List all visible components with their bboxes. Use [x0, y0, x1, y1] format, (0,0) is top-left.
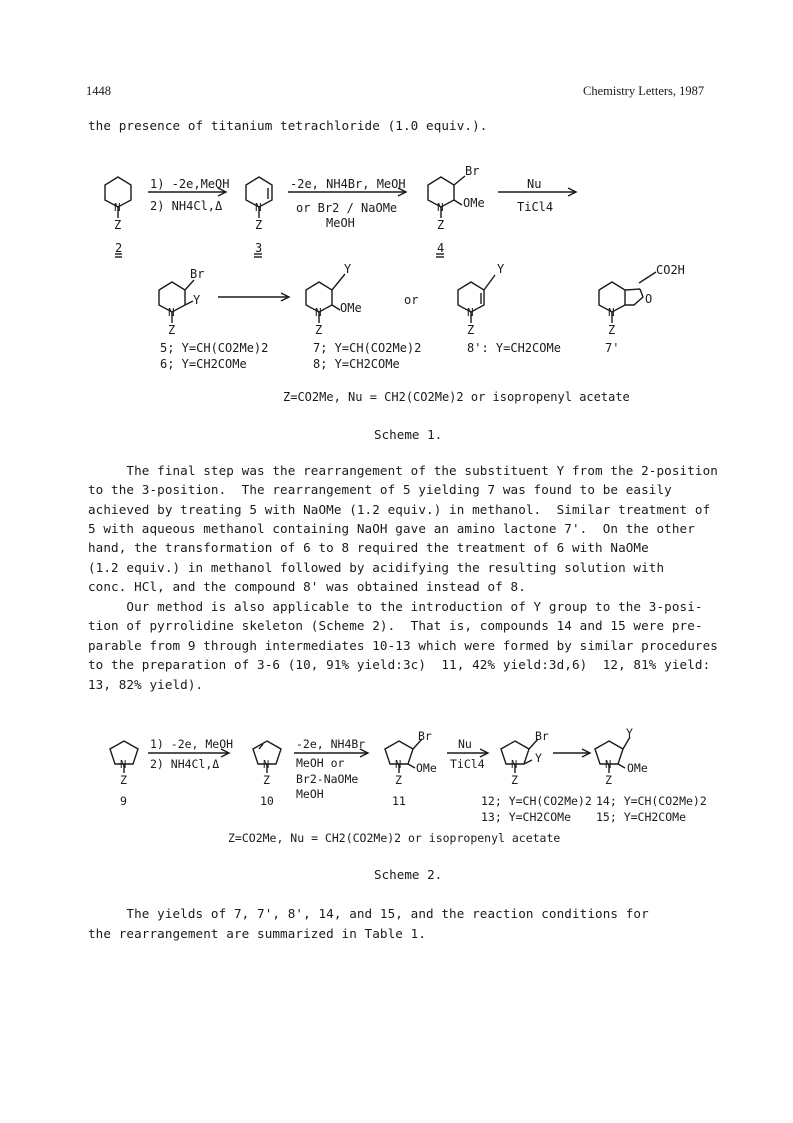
atom-z-8p: Z: [467, 323, 475, 337]
atom-n-11: N: [395, 759, 402, 771]
atom-n-7: N: [315, 306, 322, 319]
atom-z-12: Z: [511, 773, 518, 787]
sub-br-11: Br: [418, 729, 432, 743]
atom-z-4: Z: [437, 218, 445, 232]
sub-ome-7: OMe: [340, 301, 362, 315]
p2-line-3: parable from 9 through intermediates 10-13 which were formed by similar procedures: [88, 638, 718, 653]
atom-n-8p: N: [467, 306, 474, 319]
atom-n-9: N: [120, 759, 127, 771]
sub-ome-14: OMe: [627, 761, 648, 775]
atom-z-2: Z: [114, 218, 122, 232]
s2-step3-bottom: TiCl4: [450, 757, 485, 771]
atom-n-10: N: [263, 759, 270, 771]
sub-br-4: Br: [465, 164, 480, 178]
p2-line-2: tion of pyrrolidine skeleton (Scheme 2). That is, compounds 14 and 15 were pre-: [88, 618, 703, 633]
sub-y-5: Y: [193, 293, 201, 307]
sub-ome-4: OMe: [463, 196, 485, 210]
p1-line-3: achieved by treating 5 with NaOMe (1.2 equiv.) in methanol. Similar treatment of: [88, 502, 711, 517]
atom-n-14: N: [605, 759, 612, 771]
sub-o-lactone: O: [645, 292, 653, 306]
label-11: 11: [392, 794, 406, 808]
atom-n-4: N: [437, 201, 444, 214]
s1-step3-bottom: TiCl4: [517, 200, 554, 214]
p2-line-4: to the preparation of 3-6 (10, 91% yield:3c) 11, 42% yield:3d,6) 12, 81% yield:: [88, 657, 711, 672]
sub-ome-11: OMe: [416, 761, 437, 775]
cmp-7: 7; Y=CH(CO2Me)2: [313, 341, 422, 355]
s1-step1-bottom: 2) NH4Cl,Δ: [150, 199, 223, 213]
scheme2-footnote: Z=CO2Me, Nu = CH2(CO2Me)2 or isopropenyl acetate: [228, 831, 561, 845]
s2-step2-l2: MeOH or: [296, 756, 345, 770]
p3-line-2: the rearrangement are summarized in Table 1.: [88, 926, 427, 941]
label-10: 10: [260, 794, 274, 808]
p2-line-5: 13, 82% yield).: [88, 677, 204, 692]
page-number: 1448: [86, 84, 111, 98]
p1-line-5: hand, the transformation of 6 to 8 required the treatment of 6 with NaOMe: [88, 540, 649, 555]
label-2: 2: [115, 241, 123, 255]
s1-step2-top: -2e, NH4Br, MeOH: [290, 177, 406, 191]
cmp-6: 6; Y=CH2COMe: [160, 357, 247, 371]
s1-step2-mid: or Br2 / NaOMe: [296, 201, 398, 215]
s2-step2-l4: MeOH: [296, 787, 324, 801]
s1-step2-bot: MeOH: [326, 216, 355, 230]
label-7p: 7': [605, 341, 620, 355]
p1-line-4: 5 with aqueous methanol containing NaOH gave an amino lactone 7'. On the other: [88, 521, 695, 536]
sub-y-14: Y: [626, 726, 633, 740]
atom-z-14: Z: [605, 773, 612, 787]
s2-step3-top: Nu: [458, 737, 472, 751]
journal-name: Chemistry Letters, 1987: [583, 84, 705, 98]
scheme-2-caption: Scheme 2.: [374, 867, 443, 882]
atom-z-9: Z: [120, 773, 127, 787]
sub-co2h: CO2H: [656, 263, 685, 277]
cmp-8: 8; Y=CH2COMe: [313, 357, 400, 371]
cmp-8p: 8': Y=CH2COMe: [467, 341, 561, 355]
sub-y-12: Y: [535, 751, 542, 765]
p1-line-6: (1.2 equiv.) in methanol followed by acidifying the resulting solution with: [88, 560, 665, 575]
p2-line-1: Our method is also applicable to the introduction of Y group to the 3-posi-: [88, 599, 703, 614]
scheme1-footnote: Z=CO2Me, Nu = CH2(CO2Me)2 or isopropenyl acetate: [283, 390, 630, 404]
atom-n-12: N: [511, 759, 518, 771]
cmp-15: 15; Y=CH2COMe: [596, 810, 687, 824]
atom-z-7: Z: [315, 323, 323, 337]
s2-step1-bottom: 2) NH4Cl,Δ: [150, 757, 220, 771]
intro-line: the presence of titanium tetrachloride (1.0 equiv.).: [88, 118, 488, 133]
atom-n-5: N: [168, 306, 175, 319]
s2-step2-l3: Br2-NaOMe: [296, 772, 359, 786]
label-9: 9: [120, 794, 127, 808]
atom-z-3: Z: [255, 218, 263, 232]
s1-step1-top: 1) -2e,MeOH: [150, 177, 230, 191]
atom-z-10: Z: [263, 773, 270, 787]
atom-z-5: Z: [168, 323, 176, 337]
atom-n-2: N: [114, 201, 121, 214]
s2-step1-top: 1) -2e, MeOH: [150, 737, 234, 751]
cmp-12: 12; Y=CH(CO2Me)2: [481, 794, 592, 808]
p1-line-1: The final step was the rearrangement of the substituent Y from the 2-position: [88, 463, 718, 478]
sub-y-8p: Y: [497, 262, 505, 276]
cmp-14: 14; Y=CH(CO2Me)2: [596, 794, 707, 808]
atom-z-11: Z: [395, 773, 402, 787]
cmp-13: 13; Y=CH2COMe: [481, 810, 572, 824]
s1-step3-top: Nu: [527, 177, 542, 191]
atom-n-7p: N: [608, 306, 615, 319]
p1-line-2: to the 3-position. The rearrangement of 5 yielding 7 was found to be easily: [88, 482, 672, 497]
s2-step2-top: -2e, NH4Br: [296, 737, 366, 751]
label-3: 3: [255, 241, 263, 255]
sub-y-7: Y: [344, 262, 352, 276]
label-4: 4: [437, 241, 445, 255]
cmp-5: 5; Y=CH(CO2Me)2: [160, 341, 269, 355]
or-text: or: [404, 293, 419, 307]
sub-br-5: Br: [190, 267, 205, 281]
sub-br-12: Br: [535, 729, 549, 743]
scheme-1-caption: Scheme 1.: [374, 427, 443, 442]
p3-line-1: The yields of 7, 7', 8', 14, and 15, and the reaction conditions for: [88, 906, 649, 921]
atom-n-3: N: [255, 201, 262, 214]
atom-z-7p: Z: [608, 323, 616, 337]
p1-line-7: conc. HCl, and the compound 8' was obtained instead of 8.: [88, 579, 526, 594]
